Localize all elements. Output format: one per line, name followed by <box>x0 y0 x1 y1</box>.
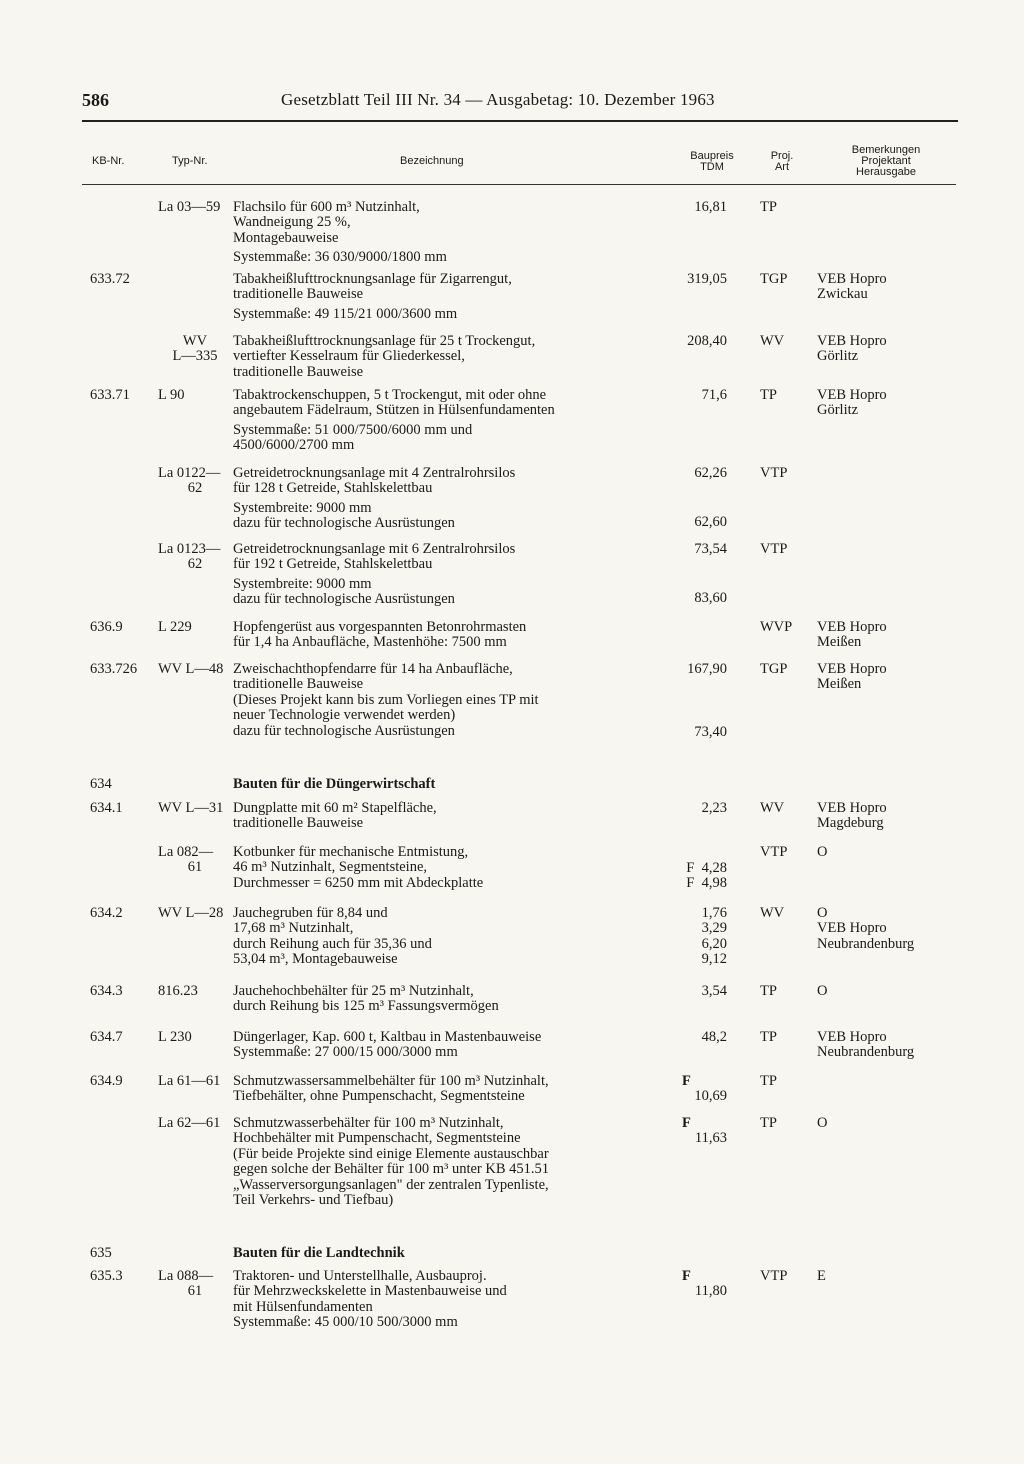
typ-number <box>158 542 232 573</box>
bemerkungen <box>817 845 827 860</box>
typ-line: WV <box>182 333 208 349</box>
section-title-duengerwirtschaft: Bauten für die Düngerwirtschaft <box>233 776 436 792</box>
bezeichnung-line: Getreidetrocknungsanlage mit 4 Zentralrohrsilos <box>233 465 516 481</box>
bezeichnung-line: Tabakheißlufttrocknungsanlage für Zigarrengut, <box>233 271 512 287</box>
bezeichnung-line: (Für beide Projekte sind einige Elemente austauschbar <box>233 1145 549 1162</box>
bezeichnung <box>233 1074 673 1105</box>
bemerkungen-line: VEB Hopro <box>817 1029 887 1045</box>
bemerkungen <box>817 620 887 651</box>
typ-number <box>158 334 232 365</box>
header-rule <box>82 120 958 122</box>
baupreis-line: 6,20 <box>701 935 727 952</box>
bezeichnung-line: Schmutzwassersammelbehälter für 100 m³ Nutzinhalt, <box>233 1073 549 1089</box>
bezeichnung-line: Zweischachthopfendarre für 14 ha Anbaufläche, <box>233 661 513 677</box>
typ-line: La 088— <box>158 1268 214 1284</box>
kb-number: 634.2 <box>90 905 123 921</box>
section-kb-634: 634 <box>90 776 112 792</box>
bezeichnung-line: dazu für technologische Ausrüstungen <box>233 515 455 532</box>
kb-number: 633.71 <box>90 387 130 403</box>
bezeichnung-line: durch Reihung auch für 35,36 und <box>233 935 432 952</box>
bemerkungen-line: Meißen <box>817 634 862 651</box>
bezeichnung-line: Systembreite: 9000 mm <box>233 575 372 592</box>
bezeichnung-line: Systemmaße: 51 000/7500/6000 mm und <box>233 421 473 438</box>
bezeichnung-line: Kotbunker für mechanische Entmistung, <box>233 844 469 860</box>
typ-line: La 61—61 <box>158 1073 221 1089</box>
bezeichnung-line: Tabaktrockenschuppen, 5 t Trockengut, mit oder ohne <box>233 387 547 403</box>
bemerkungen-line: Zwickau <box>817 286 868 303</box>
bezeichnung-line: Systemmaße: 36 030/9000/1800 mm <box>233 249 447 266</box>
bemerkungen-line: Neubrandenburg <box>817 935 915 952</box>
bezeichnung-line: Tiefbehälter, ohne Pumpenschacht, Segmentsteine <box>233 1088 525 1105</box>
bemerkungen-line: VEB Hopro <box>817 271 887 287</box>
baupreis-line: 11,63 <box>694 1130 727 1147</box>
col-header-bemerkungen: Bemerkungen Projektant Herausgabe <box>851 144 921 178</box>
typ-line: La 082— <box>158 844 214 860</box>
bemerkungen-line: O <box>817 905 828 921</box>
bezeichnung-line: Düngerlager, Kap. 600 t, Kaltbau in Mastenbauweise <box>233 1029 542 1045</box>
bezeichnung-line: Tabakheißlufttrocknungsanlage für 25 t Trockengut, <box>233 333 536 349</box>
baupreis-line: 83,60 <box>694 590 727 607</box>
baupreis-line: 48,2 <box>701 1029 727 1045</box>
bezeichnung-line: Montagebauweise <box>233 229 339 246</box>
baupreis-line: 208,40 <box>687 333 727 349</box>
baupreis-line: 73,40 <box>694 724 727 741</box>
bemerkungen <box>817 1116 827 1131</box>
baupreis-line: 1,76 <box>701 905 727 921</box>
col-header-typ: Typ-Nr. <box>172 155 208 167</box>
bezeichnung-line: durch Reihung bis 125 m³ Fassungsvermögen <box>233 998 499 1015</box>
kb-number: 634.7 <box>90 1029 123 1045</box>
typ-line: WV L—31 <box>158 800 224 816</box>
bezeichnung-line: Durchmesser = 6250 mm mit Abdeckplatte <box>233 874 484 891</box>
baupreis-line: 16,81 <box>694 199 727 215</box>
bezeichnung-line: traditionelle Bauweise <box>233 676 364 693</box>
typ-number <box>158 1074 232 1089</box>
typ-number <box>158 388 232 403</box>
bezeichnung <box>233 1030 673 1061</box>
bezeichnung-line: vertiefter Kesselraum für Gliederkessel, <box>233 348 465 365</box>
bezeichnung-line: Systemmaße: 49 115/21 000/3600 mm <box>233 305 458 322</box>
bemerkungen <box>817 906 914 952</box>
baupreis-line: 71,6 <box>701 387 727 403</box>
typ-number <box>158 1269 232 1300</box>
bezeichnung <box>233 1269 673 1331</box>
typ-number <box>158 620 232 635</box>
bezeichnung-line: (Dieses Projekt kann bis zum Vorliegen eines TP mit <box>233 691 539 708</box>
typ-number <box>158 984 232 999</box>
bemerkungen-line: Görlitz <box>817 402 859 419</box>
bezeichnung-line: für 1,4 ha Anbaufläche, Mastenhöhe: 7500 mm <box>233 634 507 651</box>
bezeichnung-line: für 128 t Getreide, Stahlskelettbau <box>233 480 433 497</box>
bezeichnung-line: 46 m³ Nutzinhalt, Segmentsteine, <box>233 859 428 876</box>
baupreis-line: 62,26 <box>694 465 727 481</box>
bemerkungen-line: Neubrandenburg <box>817 1044 915 1061</box>
section-title-landtechnik: Bauten für die Landtechnik <box>233 1245 405 1261</box>
bezeichnung <box>233 620 673 651</box>
bezeichnung-line: Hopfengerüst aus vorgespannten Betonrohrmasten <box>233 619 527 635</box>
typ-number <box>158 1116 232 1131</box>
baupreis-line: F <box>682 1268 691 1284</box>
bemerkungen-line: E <box>817 1268 826 1284</box>
baupreis-line: 167,90 <box>687 661 727 677</box>
bezeichnung-line: Getreidetrocknungsanlage mit 6 Zentralrohrsilos <box>233 541 516 557</box>
bezeichnung-line: Teil Verkehrs- und Tiefbau) <box>233 1192 394 1209</box>
baupreis-line: 319,05 <box>687 271 727 287</box>
bezeichnung <box>233 388 673 454</box>
bemerkungen <box>817 1030 914 1061</box>
typ-line: 61 <box>187 1283 203 1300</box>
baupreis-line: 9,12 <box>701 951 727 968</box>
col-header-baupreis: Baupreis TDM <box>690 150 734 173</box>
bemerkungen <box>817 1269 826 1284</box>
bezeichnung-line: Jauchegruben für 8,84 und <box>233 905 388 921</box>
bemerkungen-line: VEB Hopro <box>817 661 887 677</box>
bezeichnung <box>233 542 673 608</box>
bemerkungen <box>817 334 887 365</box>
baupreis <box>655 906 727 968</box>
kb-number: 635.3 <box>90 1268 123 1284</box>
baupreis-line: F 4,98 <box>686 875 727 892</box>
bemerkungen-line: VEB Hopro <box>817 619 887 635</box>
bemerkungen <box>817 662 887 693</box>
bezeichnung <box>233 272 673 322</box>
bemerkungen <box>817 272 887 303</box>
bezeichnung-line: Hochbehälter mit Pumpenschacht, Segmentsteine <box>233 1130 521 1147</box>
typ-line: La 0123— <box>158 541 221 557</box>
bemerkungen-line: VEB Hopro <box>817 800 887 816</box>
baupreis <box>655 1030 727 1045</box>
baupreis <box>655 542 727 607</box>
typ-line: 816.23 <box>158 983 198 999</box>
baupreis <box>655 272 727 287</box>
baupreis <box>655 1074 727 1105</box>
bezeichnung-line: Jauchehochbehälter für 25 m³ Nutzinhalt, <box>233 983 474 999</box>
bezeichnung-line: Wandneigung 25 %, <box>233 214 351 231</box>
projekt-art: VTP <box>760 541 788 557</box>
projekt-art: VTP <box>760 844 788 860</box>
projekt-art: TP <box>760 1115 777 1131</box>
baupreis <box>655 334 727 349</box>
bezeichnung <box>233 334 673 380</box>
projekt-art: WVP <box>760 619 793 635</box>
typ-line: 61 <box>187 859 203 876</box>
baupreis <box>655 388 727 403</box>
col-header-bezeichnung: Bezeichnung <box>400 155 464 167</box>
baupreis <box>655 861 727 892</box>
bemerkungen-line: VEB Hopro <box>817 920 887 937</box>
bezeichnung-line: für Mehrzweckskelette in Mastenbauweise und <box>233 1283 507 1300</box>
baupreis-line: 10,69 <box>694 1088 727 1105</box>
bezeichnung-line: Flachsilo für 600 m³ Nutzinhalt, <box>233 199 420 215</box>
baupreis-line: 73,54 <box>694 541 727 557</box>
typ-line: L 90 <box>158 387 185 403</box>
projekt-art: WV <box>760 800 785 816</box>
bezeichnung-line: Schmutzwasserbehälter für 100 m³ Nutzinhalt, <box>233 1115 504 1131</box>
baupreis <box>655 984 727 999</box>
projekt-art: WV <box>760 905 785 921</box>
bezeichnung <box>233 984 673 1015</box>
kb-number: 634.3 <box>90 983 123 999</box>
bezeichnung-line: angebautem Fädelraum, Stützen in Hülsenfundamenten <box>233 402 555 419</box>
kb-number: 634.9 <box>90 1073 123 1089</box>
typ-line: L—335 <box>172 348 218 365</box>
bemerkungen-line: VEB Hopro <box>817 333 887 349</box>
baupreis-line: 2,23 <box>701 800 727 816</box>
typ-line: 62 <box>187 480 203 497</box>
bemerkungen-line: O <box>817 1115 828 1131</box>
page-title: Gesetzblatt Teil III Nr. 34 — Ausgabetag: 10. Dezember 1963 <box>281 90 715 109</box>
kb-number: 634.1 <box>90 800 123 816</box>
bezeichnung-line: mit Hülsenfundamenten <box>233 1298 373 1315</box>
bezeichnung-line: für 192 t Getreide, Stahlskelettbau <box>233 556 433 573</box>
bemerkungen-line: Magdeburg <box>817 815 884 832</box>
bemerkungen <box>817 801 887 832</box>
typ-line: La 62—61 <box>158 1115 221 1131</box>
baupreis <box>655 801 727 816</box>
projekt-art: TP <box>760 199 777 215</box>
typ-line: L 230 <box>158 1029 192 1045</box>
baupreis-line: 3,29 <box>701 920 727 937</box>
projekt-art: TP <box>760 1029 777 1045</box>
bezeichnung <box>233 906 673 968</box>
baupreis-line: 11,80 <box>694 1283 727 1300</box>
bemerkungen-line: O <box>817 983 828 999</box>
baupreis <box>655 662 727 741</box>
col-header-proj-art: Proj. Art <box>770 150 794 173</box>
bezeichnung-line: neuer Technologie verwendet werden) <box>233 707 456 724</box>
typ-line: WV L—28 <box>158 905 224 921</box>
projekt-art: WV <box>760 333 785 349</box>
column-header-rule <box>82 184 956 185</box>
bemerkungen <box>817 388 887 419</box>
bezeichnung-line: dazu für technologische Ausrüstungen <box>233 722 455 739</box>
bezeichnung-line: traditionelle Bauweise <box>233 286 364 303</box>
typ-number <box>158 1030 232 1045</box>
typ-line: WV L—48 <box>158 661 224 677</box>
baupreis-line: 62,60 <box>694 514 727 531</box>
projekt-art: TP <box>760 983 777 999</box>
baupreis <box>655 200 727 215</box>
kb-number: 636.9 <box>90 619 123 635</box>
kb-number: 633.72 <box>90 271 130 287</box>
bemerkungen-line: Meißen <box>817 676 862 693</box>
projekt-art: VTP <box>760 1268 788 1284</box>
bezeichnung-line: Systemmaße: 27 000/15 000/3000 mm <box>233 1044 458 1061</box>
typ-line: 62 <box>187 556 203 573</box>
kb-number: 633.726 <box>90 661 138 677</box>
typ-number <box>158 845 232 876</box>
page-number: 586 <box>82 90 109 110</box>
baupreis-line: F <box>682 1115 691 1131</box>
section-kb-635: 635 <box>90 1245 112 1261</box>
typ-number <box>158 662 232 677</box>
typ-line: La 0122— <box>158 465 221 481</box>
projekt-art: VTP <box>760 465 788 481</box>
bezeichnung-line: Traktoren- und Unterstellhalle, Ausbauproj. <box>233 1268 487 1284</box>
bemerkungen-line: Görlitz <box>817 348 859 365</box>
bezeichnung-line: 17,68 m³ Nutzinhalt, <box>233 920 354 937</box>
projekt-art: TGP <box>760 271 788 287</box>
projekt-art: TP <box>760 1073 777 1089</box>
typ-number <box>158 801 232 816</box>
bemerkungen <box>817 984 827 999</box>
bezeichnung-line: traditionelle Bauweise <box>233 815 364 832</box>
bezeichnung-line: dazu für technologische Ausrüstungen <box>233 591 455 608</box>
baupreis <box>655 466 727 531</box>
bezeichnung-line: traditionelle Bauweise <box>233 363 364 380</box>
col-header-kb: KB-Nr. <box>92 155 125 167</box>
typ-number <box>158 466 232 497</box>
baupreis-line: 3,54 <box>701 983 727 999</box>
bezeichnung <box>233 845 673 891</box>
baupreis-line: F <box>682 1073 691 1089</box>
typ-number <box>158 200 232 215</box>
projekt-art: TP <box>760 387 777 403</box>
bezeichnung <box>233 801 673 832</box>
typ-line: L 229 <box>158 619 192 635</box>
baupreis <box>655 1116 727 1147</box>
bezeichnung <box>233 466 673 532</box>
bezeichnung-line: Systemmaße: 45 000/10 500/3000 mm <box>233 1314 458 1331</box>
bezeichnung-line: gegen solche der Behälter für 100 m³ unter KB 451.51 <box>233 1161 550 1178</box>
typ-line: La 03—59 <box>158 199 221 215</box>
bezeichnung-line: 4500/6000/2700 mm <box>233 437 355 454</box>
bemerkungen-line: VEB Hopro <box>817 387 887 403</box>
bezeichnung <box>233 200 673 266</box>
projekt-art: TGP <box>760 661 788 677</box>
bezeichnung <box>233 662 673 739</box>
typ-number <box>158 906 232 921</box>
bezeichnung-line: Dungplatte mit 60 m² Stapelfläche, <box>233 800 437 816</box>
bezeichnung <box>233 1116 673 1208</box>
bezeichnung-line: Systembreite: 9000 mm <box>233 499 372 516</box>
bezeichnung-line: 53,04 m³, Montagebauweise <box>233 951 398 968</box>
bemerkungen-line: O <box>817 844 828 860</box>
baupreis-line: F 4,28 <box>686 860 727 876</box>
baupreis <box>655 1269 727 1300</box>
bezeichnung-line: „Wasserversorgungsanlagen" der zentralen Typenliste, <box>233 1176 549 1193</box>
